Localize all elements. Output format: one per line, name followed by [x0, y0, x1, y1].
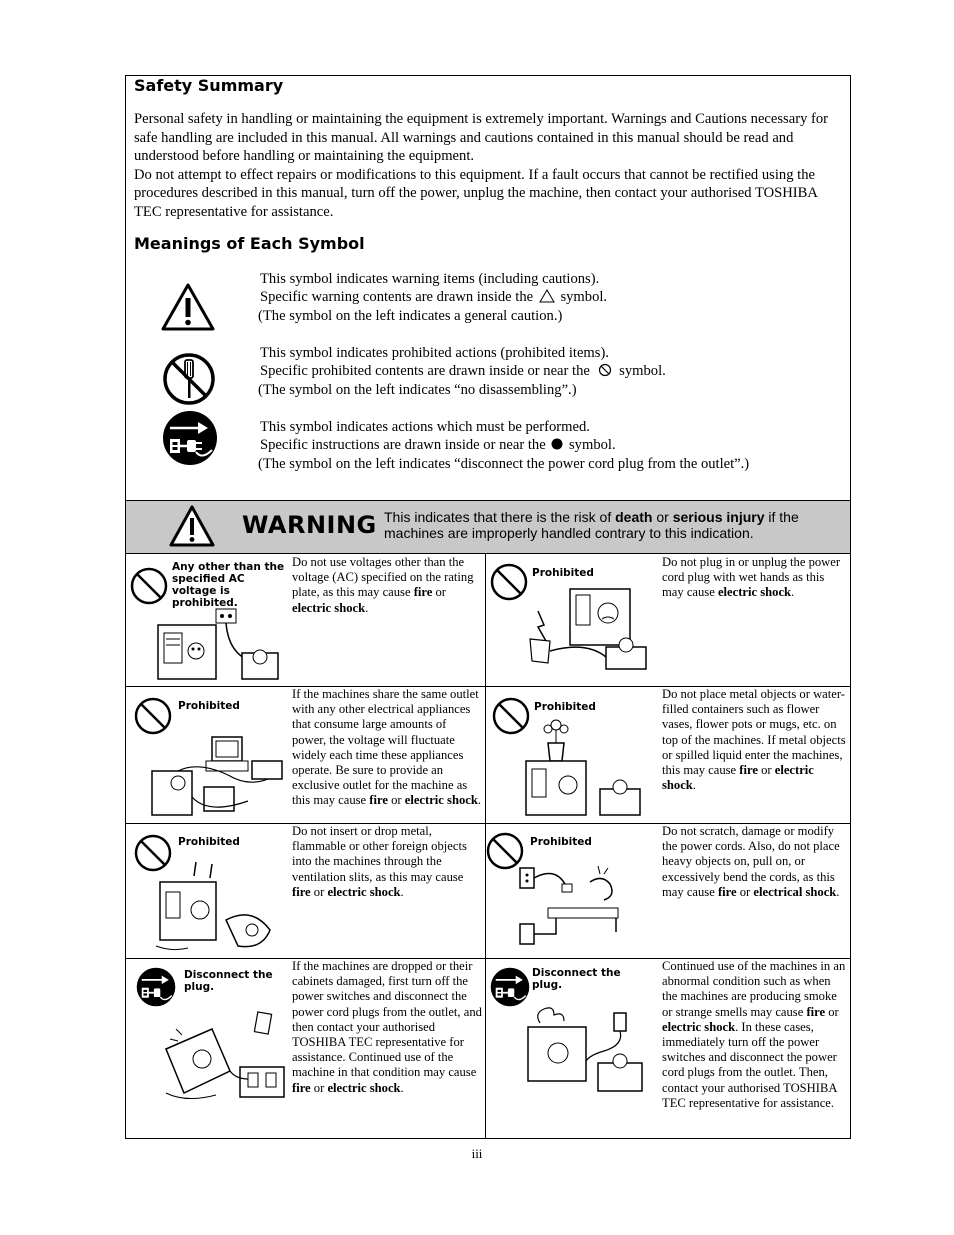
symbol-line: Specific warning contents are drawn inside the symbol. [260, 289, 608, 306]
symbol-line: Specific prohibited contents are drawn inside or near the symbol. [260, 363, 666, 380]
cell-label: Disconnect the plug. [532, 967, 621, 991]
warning-bar [126, 500, 850, 554]
cell-text: Do not scratch, damage or modify the power cords. Also, do not place heavy objects on, pull on, or excessively bend the cords, as this may cause fire or electrical shock. [662, 824, 840, 899]
warning-title: WARNING [242, 511, 377, 539]
cell-label: Prohibited [178, 700, 240, 712]
symbol-line: (The symbol on the left indicates a general caution.) [258, 307, 563, 324]
cell-text: Do not use voltages other than the voltage (AC) specified on the rating plate, as this may cause fire or electric shock. [292, 555, 474, 615]
cell-label: Prohibited [534, 701, 596, 713]
warning-cell-foreign-objects [126, 824, 485, 958]
warning-cell-power-cords [486, 824, 850, 958]
prohibition-icon [490, 563, 528, 601]
symbol-line: This symbol indicates actions which must be performed. [260, 419, 590, 435]
shared-outlet-illustration [148, 731, 288, 819]
symbol-text-prohibited [258, 344, 666, 399]
safety-summary-intro [134, 110, 846, 221]
warning-cell-wet-hands [486, 553, 850, 686]
smoking-printer-illustration [520, 1005, 652, 1095]
small-prohibition-icon [598, 363, 612, 377]
cell-label: Prohibited [178, 836, 240, 848]
disconnect-plug-icon [490, 967, 530, 1007]
warning-cell-voltage [126, 553, 485, 686]
general-caution-icon [160, 282, 216, 332]
safety-summary-frame [125, 75, 851, 1139]
cell-text: Do not insert or drop metal, flammable or other foreign objects into the machines through the ventilation slits, as this may cause fire or electric shock. [292, 824, 467, 899]
small-triangle-icon [539, 289, 555, 303]
intro-paragraph-2: Do not attempt to effect repairs or modifications to this equipment. If a fault occurs that cannot be rectified using the procedures described in this manual, turn off the power, unplug the machine, then contact your authorised TOSHIBA TEC representative for assistance. [134, 166, 818, 220]
symbol-line: This symbol indicates warning items (including cautions). [260, 271, 600, 287]
small-filled-circle-icon [551, 438, 563, 450]
no-disassembling-icon [162, 352, 216, 406]
warning-cell-shared-outlet [126, 687, 485, 823]
cell-text: Do not place metal objects or water-filled containers such as flower vases, flower pots or mugs, etc. on top of the machines. If metal objects or spilled liquid enter the machines, this may cause fire or electric shock. [662, 687, 846, 793]
disconnect-plug-icon [162, 410, 218, 466]
cell-text: Continued use of the machines in an abnormal condition such as when the machines are producing smoke or strange smells may cause fire or electric shock. In these cases, immediately turn off the power switches and disconnect the power cord plugs from the outlet. Then, contact your authorised TOSHIBA TEC representative for assistance. [662, 959, 846, 1110]
cell-text: If the machines share the same outlet with any other electrical appliances that consume large amounts of power, the voltage will fluctuate widely each time these appliances operate. Be sure to provide an exclusive outlet for the machine as this may cause fire or electric shock. [292, 687, 481, 808]
symbol-line: (The symbol on the left indicates “disconnect the power cord plug from the outlet”.) [258, 455, 750, 472]
symbol-line: Specific instructions are drawn inside or near the symbol. [260, 437, 616, 454]
cell-label: Prohibited [532, 567, 594, 579]
foreign-objects-illustration [152, 860, 282, 954]
warning-description: This indicates that there is the risk of death or serious injury if the machines are improperly handled contrary to this indication. [384, 509, 799, 541]
cell-text: If the machines are dropped or their cabinets damaged, first turn off the power switches and disconnect the power cord plugs from the outlet, and then contact your authorised TOSHIBA TEC representative for assistance. Continued use of the machine in that condition may cause fire or electric shock. [292, 959, 482, 1095]
meanings-title: Meanings of Each Symbol [134, 234, 365, 253]
symbol-line: This symbol indicates prohibited actions (prohibited items). [260, 345, 609, 361]
symbol-text-mandatory [258, 418, 749, 473]
prohibition-icon [130, 567, 168, 605]
dropped-printer-illustration [156, 1009, 290, 1105]
page-number: iii [471, 1146, 483, 1161]
warning-cell-smoke [486, 959, 850, 1139]
cell-text: Do not plug in or unplug the power cord plug with wet hands as this may cause electric shock. [662, 555, 841, 600]
intro-paragraph-1: Personal safety in handling or maintaining the equipment is extremely important. Warnings and Cautions necessary for safe handling are included in this manual. All warnings and cautions contained in this manual should be read and understood before handling or maintaining the equipment. [134, 111, 829, 164]
warning-caution-icon [168, 504, 216, 548]
wet-hands-plug-illustration [526, 581, 656, 681]
disconnect-plug-icon [136, 967, 176, 1007]
safety-summary-title: Safety Summary [134, 76, 284, 95]
prohibition-icon [134, 697, 172, 735]
warning-cell-dropped [126, 959, 485, 1139]
symbol-text-caution [258, 270, 607, 325]
printer-voltage-illustration [156, 603, 286, 685]
cell-label: Any other than the specified AC voltage is prohibited. [172, 561, 285, 609]
cell-label: Disconnect the plug. [184, 969, 273, 993]
warning-cell-metal-objects [486, 687, 850, 823]
symbol-line: (The symbol on the left indicates “no disassembling”.) [258, 381, 577, 398]
cell-label: Prohibited [530, 836, 592, 848]
flower-vase-printer-illustration [516, 715, 646, 819]
damaged-cord-illustration [516, 862, 626, 954]
